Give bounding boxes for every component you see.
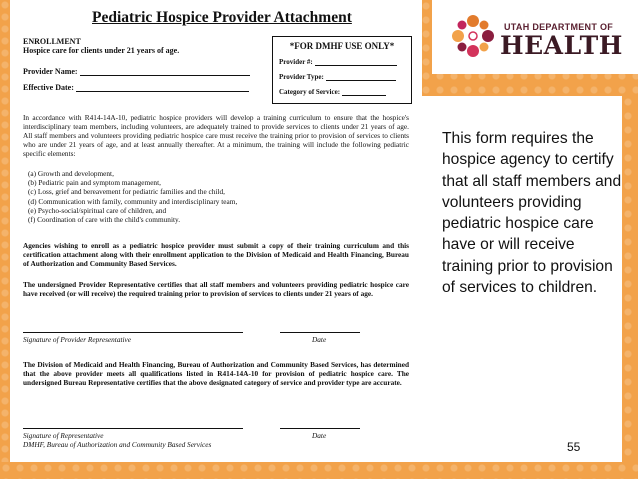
provider-number-label: Provider #: [279,58,313,66]
logo-health-label: HEALTH [500,31,623,60]
representative-signature-label: Signature of Representative [23,431,104,440]
training-element: (b) Pediatric pain and symptom management, [28,178,161,188]
intro-paragraph: In accordance with R414-14A-10, pediatric hospice providers will develop a training curriculum to ensure that the hospice's interdisciplinary team members, including volunteers, are adequately trained to provide services to clients under 21 years of age. All staff members and volunteers providing pediatric hospice care must receive the training prior to provision of services to clients who are under 21 years of age, and at least annually thereafter. At a minimum, the training will include the following pediatric specific elements: [23,113,409,158]
training-element: (f) Coordination of care with the child's community. [28,215,181,225]
document-page [10,0,422,457]
dmhf-use-only-box [272,36,412,104]
certify-paragraph: The undersigned Provider Representative certifies that all staff members and volunteers providing pediatric hospice care have received (or will receive) the required training prior to provision of services to clients under 21 years of age. [23,280,409,298]
representative-date-label: Date [312,431,327,440]
training-element: (c) Loss, grief and bereavement for pediatric families and the child, [28,187,225,197]
training-element: (e) Psycho-social/spiritual care of children, and [28,205,167,215]
provider-date-label: Date [312,335,327,344]
representative-date-line[interactable] [280,428,360,429]
decorative-frame-right [622,96,638,479]
provider-name-line [80,67,250,76]
effective-date-line [76,83,249,92]
provider-name-label: Provider Name: [23,67,78,76]
training-elements-list [28,169,237,224]
provider-date-line[interactable] [280,332,360,333]
provider-number-field[interactable] [279,58,397,66]
provider-type-field[interactable] [279,73,396,81]
training-element: (d) Communication with family, community and interdisciplinary team, [28,196,238,206]
provider-number-line [315,58,397,66]
page-number: 55 [567,440,581,454]
category-of-service-field[interactable] [279,88,386,96]
enrollment-heading: ENROLLMENT [23,37,81,46]
category-of-service-line [342,88,386,96]
provider-signature-label: Signature of Provider Representative [23,335,132,344]
division-paragraph: The Division of Medicaid and Health Financing, Bureau of Authorization and Community Based Services, has determined that the above provider meets all qualifications listed in R414-14A-10 for provision of pediatric hospice care. The undersigned Bureau Representative certifies that the above designated category of service and provider type are accurate. [23,360,409,387]
dmhf-box-title: *FOR DMHF USE ONLY* [289,41,395,51]
health-flower-logo-icon [450,13,496,59]
document-title: Pediatric Hospice Provider Attachment [92,9,352,26]
provider-name-field[interactable] [23,67,250,76]
effective-date-field[interactable] [23,83,249,92]
logo-department-label: UTAH DEPARTMENT OF [504,22,614,32]
category-of-service-label: Category of Service: [279,88,341,96]
agencies-paragraph: Agencies wishing to enroll as a pediatric hospice provider must submit a copy of their training curriculum and this certification attachment along with their enrollment application to the Division of Medicaid and Health Financing, Bureau of Authorization and Community Based Services. [23,241,409,268]
slide-description-text: This form requires the hospice agency to certify that all staff members and volunteers providing pediatric hospice care have or will receive training prior to provision of services to children. [442,130,622,297]
enrollment-subheading: Hospice care for clients under 21 years of age. [23,46,180,55]
effective-date-label: Effective Date: [23,83,74,92]
provider-type-label: Provider Type: [279,73,324,81]
decorative-frame-left [0,0,10,479]
provider-type-line [326,73,396,81]
decorative-frame-bottom [0,462,638,479]
provider-signature-line[interactable] [23,332,243,333]
training-element: (a) Growth and development, [28,169,114,178]
representative-signature-line[interactable] [23,428,243,429]
representative-org-label: DMHF, Bureau of Authorization and Community Based Services [23,440,212,449]
